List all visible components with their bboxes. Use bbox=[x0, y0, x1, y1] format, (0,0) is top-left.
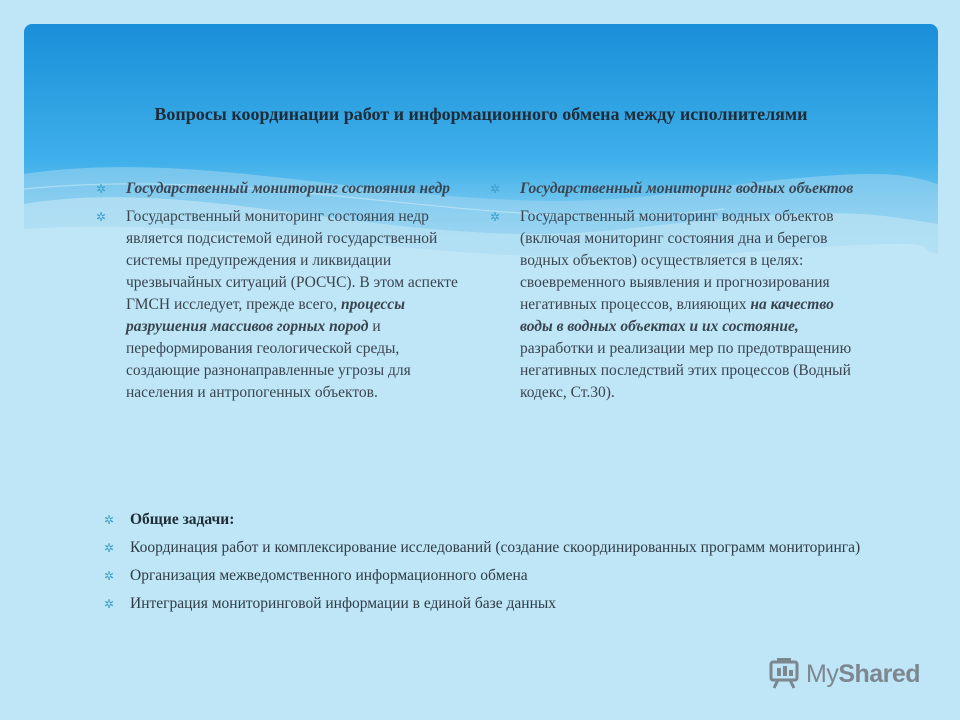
star-bullet-icon: ✲ bbox=[104, 569, 115, 583]
general-task-text: Организация межведомственного информационного обмена bbox=[130, 567, 528, 584]
list-item bbox=[96, 178, 461, 200]
left-column-text: Государственный мониторинг состояния недр является подсистемой единой государственной системы предупреждения и ликвидации чрезвычайных ситуаций (РОСЧС). В этом аспекте ГМСН исследует, прежде всего, процессы разрушения массивов горных пород и переформирования геологической среды, создающие разнонаправленные угрозы для населения и антропогенных объектов. bbox=[126, 208, 458, 401]
star-bullet-icon: ✲ bbox=[104, 597, 115, 611]
star-bullet-icon: ✲ bbox=[490, 182, 501, 196]
left-column-heading: Государственный мониторинг состояния недр bbox=[126, 180, 451, 197]
general-task-text: Интеграция мониторинговой информации в единой базе данных bbox=[130, 595, 557, 612]
right-column-heading: Государственный мониторинг водных объектов bbox=[520, 180, 854, 197]
star-bullet-icon: ✲ bbox=[104, 541, 115, 555]
list-item bbox=[104, 565, 864, 587]
star-bullet-icon: ✲ bbox=[490, 210, 501, 224]
star-bullet-icon: ✲ bbox=[96, 182, 107, 196]
star-bullet-icon: ✲ bbox=[96, 210, 107, 224]
list-item bbox=[490, 206, 862, 404]
star-bullet-icon: ✲ bbox=[104, 513, 115, 527]
general-tasks bbox=[104, 509, 864, 621]
right-column-text: Государственный мониторинг водных объектов (включая мониторинг состояния дна и берегов водных объектов) осуществляется в целях: своевременного выявления и прогнозирования негативных процессов, влияющих на качество воды в водных объектах и их состояние, разработки и реализации мер по предотвращению негативных последствий этих процессов (Водный кодекс, Ст.30). bbox=[520, 208, 852, 401]
general-tasks-heading: Общие задачи: bbox=[130, 511, 235, 528]
list-item bbox=[96, 206, 461, 404]
right-column bbox=[490, 178, 862, 410]
watermark-logo bbox=[768, 656, 928, 696]
list-item bbox=[104, 593, 864, 615]
presentation-icon bbox=[768, 656, 802, 690]
left-column bbox=[96, 178, 461, 410]
page-title: Вопросы координации работ и информационного обмена между исполнителями bbox=[154, 104, 808, 124]
list-item bbox=[104, 537, 864, 559]
list-item bbox=[104, 509, 864, 531]
watermark-text: MyShared bbox=[806, 660, 921, 688]
list-item bbox=[490, 178, 862, 200]
general-task-text: Координация работ и комплексирование исследований (создание скоординированных программ мониторинга) bbox=[130, 539, 861, 556]
